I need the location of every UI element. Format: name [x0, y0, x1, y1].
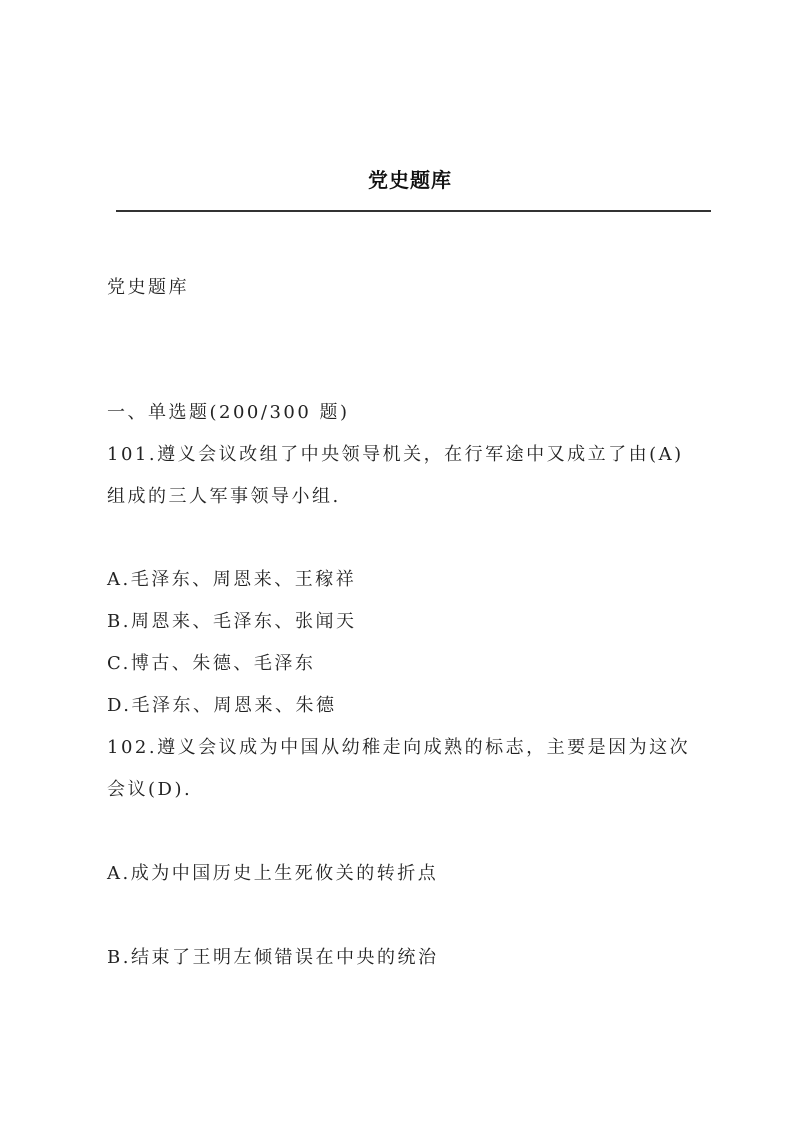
- document-subtitle: 党史题库: [107, 277, 189, 298]
- question-101-option-b: B.周恩来、毛泽东、张闻天: [107, 611, 357, 632]
- question-101-stem-line1: 101.遵义会议改组了中央领导机关，在行军途中又成立了由(A): [107, 444, 684, 465]
- question-102-option-b: B.结束了王明左倾错误在中央的统治: [107, 947, 439, 968]
- section-heading: 一、单选题(200/300 题): [107, 402, 350, 423]
- question-102-stem-line2: 会议(D).: [107, 779, 193, 800]
- question-102-option-a: A.成为中国历史上生死攸关的转折点: [107, 863, 439, 884]
- title-divider: [116, 210, 711, 212]
- document-title: 党史题库: [368, 168, 452, 192]
- question-101-stem-line2: 组成的三人军事领导小组.: [107, 486, 341, 507]
- question-101-option-a: A.毛泽东、周恩来、王稼祥: [107, 569, 357, 590]
- question-101-option-d: D.毛泽东、周恩来、朱德: [107, 695, 337, 716]
- question-101-option-c: C.博古、朱德、毛泽东: [107, 653, 316, 674]
- question-102-stem-line1: 102.遵义会议成为中国从幼稚走向成熟的标志，主要是因为这次: [107, 737, 691, 758]
